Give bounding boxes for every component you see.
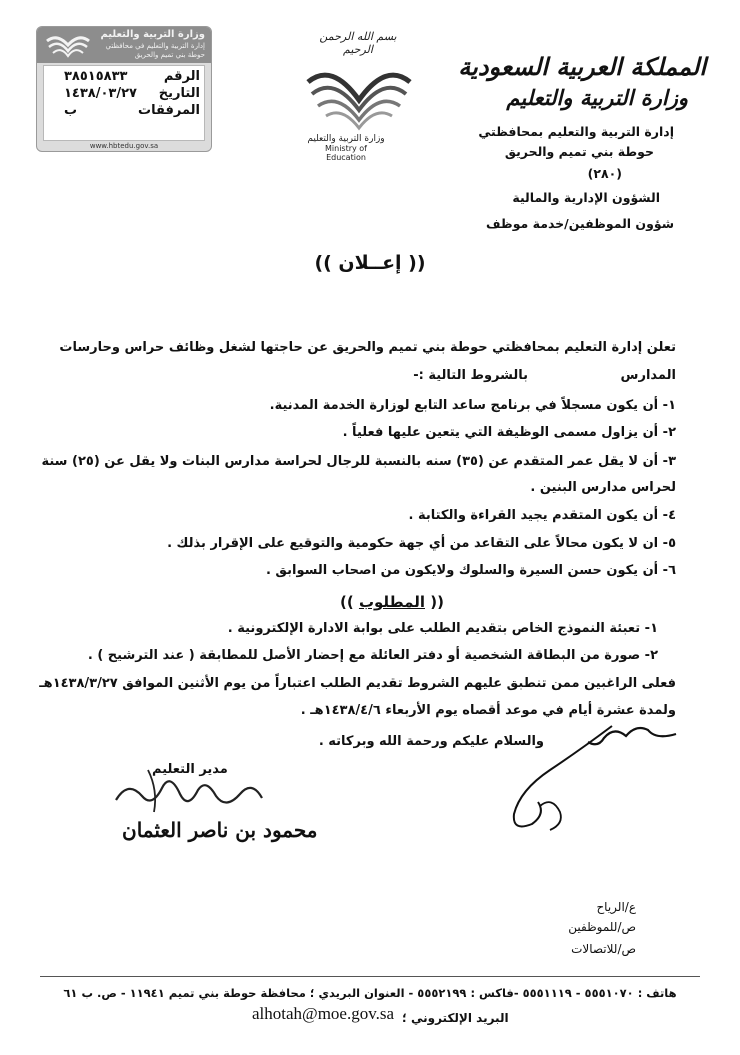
reference-stamp xyxy=(36,26,212,152)
cc-item-3: ص/للاتصالات xyxy=(571,942,636,956)
condition-1: ١- أن يكون مسجلاً في برنامج ساعد التابع لوزارة الخدمة المدنية. xyxy=(269,398,676,413)
stamp-attachments-value: ب xyxy=(64,103,78,118)
condition-3-cont: لحراس مدارس البنين . xyxy=(530,480,676,495)
required-2: ٢- صورة من البطاقة الشخصية أو دفتر العائلة مع إحضار الأصل للمطابقة ( عند الترشيح ) . xyxy=(87,648,658,663)
closing-line1: فعلى الراغبين ممن تنطبق عليهم الشروط تقديم الطلب اعتباراً من يوم الأثنين الموافق ١٤٣٨/٣/٢٧هـ xyxy=(39,676,676,691)
required-heading xyxy=(340,593,444,611)
condition-6: ٦- أن يكون حسن السيرة والسلوك ولايكون من اصحاب السوابق . xyxy=(265,563,676,578)
stamp-header-line3: حوطة بني تميم والحريق xyxy=(134,51,205,59)
stamp-header-line2: إدارة التربية والتعليم في محافظتي xyxy=(105,42,205,50)
required-heading-text: المطلوب xyxy=(358,593,425,611)
stamp-url: www.hbtedu.gov.sa xyxy=(89,142,159,150)
stamp-number-label: الرقم xyxy=(163,69,200,84)
closing-line2: ولمدة عشرة أيام في موعد أقصاه يوم الأربعاء ١٤٣٨/٤/٦هـ . xyxy=(300,703,676,718)
cc-item-2: ص/للموظفين xyxy=(568,920,636,934)
required-1: ١- تعبئة النموذج الخاص بتقديم الطلب على بوابة الادارة الإلكترونية . xyxy=(227,621,658,636)
basmala: بسم الله الرحمن الرحيم xyxy=(319,30,397,56)
ministry-mini-logo-icon xyxy=(43,31,93,59)
stamp-row-attachments xyxy=(44,102,204,122)
ministry-logo-icon xyxy=(302,40,416,140)
required-heading-close: )) xyxy=(340,593,354,611)
cc-item-1: ع/الرياح xyxy=(596,900,636,914)
kingdom-name: المملكة العربية السعودية xyxy=(458,52,706,81)
stamp-header xyxy=(37,27,211,63)
stamp-attachments-label: المرفقات xyxy=(138,103,200,118)
department-section: الشؤون الإدارية والمالية xyxy=(512,190,660,205)
footer-contact: هاتف : ٥٥٥١٠٧٠ - ٥٥٥١١١٩ -فاكس : ٥٥٥٢١٩٩ - العنوان البريدي ؛ محافظة حوطة بني تميم ١١٩٤١ - ص. ب ٦١ xyxy=(63,986,677,1000)
footer-divider xyxy=(40,976,700,977)
stamp-header-line1: وزارة التربية والتعليم xyxy=(100,29,205,40)
condition-2: ٢- أن يزاول مسمى الوظيفة التي يتعين عليها فعلياً . xyxy=(342,425,676,440)
intro-line1: تعلن إدارة التعليم بمحافظتي حوطة بني تميم والحريق عن حاجتها لشغل وظائف حراس وحارسات xyxy=(59,340,676,355)
stamp-date-label: التاريخ xyxy=(158,86,200,101)
ministry-name: وزارة التربية والتعليم xyxy=(506,85,688,110)
footer-email-label: البريد الإلكتروني ؛ xyxy=(402,1011,509,1025)
stamp-number-value: ٣٨٥١٥٨٣٣ xyxy=(64,69,128,84)
department-subsection: شؤون الموظفين/خدمة موظف xyxy=(486,216,674,231)
director-name: محمود بن ناصر العثمان xyxy=(122,818,318,842)
stamp-fields xyxy=(43,65,205,141)
department-code: (٢٨٠) xyxy=(587,166,622,181)
intro-line2-start: المدارس xyxy=(620,368,676,383)
department-line1: إدارة التربية والتعليم بمحافظتي xyxy=(478,124,674,139)
condition-4: ٤- أن يكون المتقدم يجيد القراءة والكتابة . xyxy=(408,508,676,523)
footer-email: alhotah@moe.gov.sa xyxy=(252,1004,395,1023)
director-title: مدير التعليم xyxy=(152,762,228,777)
condition-5: ٥- ان لا يكون محالاً على التقاعد من أي جهة حكومية والتوقيع على الإقرار بذلك . xyxy=(167,536,676,551)
condition-3: ٣- أن لا يقل عمر المتقدم عن (٣٥) سنه بالنسبة للرجال لحراسة مدارس البنات ولا يقل عن (٢٥) سنة xyxy=(41,454,676,469)
logo-arabic-caption: وزارة التربية والتعليم xyxy=(307,134,385,144)
salutation: والسلام عليكم ورحمة الله وبركاته . xyxy=(318,734,544,749)
required-heading-open: (( xyxy=(430,593,444,611)
logo-english-caption: Ministry of Education xyxy=(325,144,367,162)
stamp-date-value: ١٤٣٨/٠٣/٢٧ xyxy=(64,86,137,101)
announcement-title: (( إعــلان )) xyxy=(314,252,426,274)
intro-line2-end: بالشروط التالية :- xyxy=(413,368,528,383)
department-line2: حوطة بني تميم والحريق xyxy=(504,144,654,159)
handwritten-signature-icon xyxy=(480,720,680,840)
